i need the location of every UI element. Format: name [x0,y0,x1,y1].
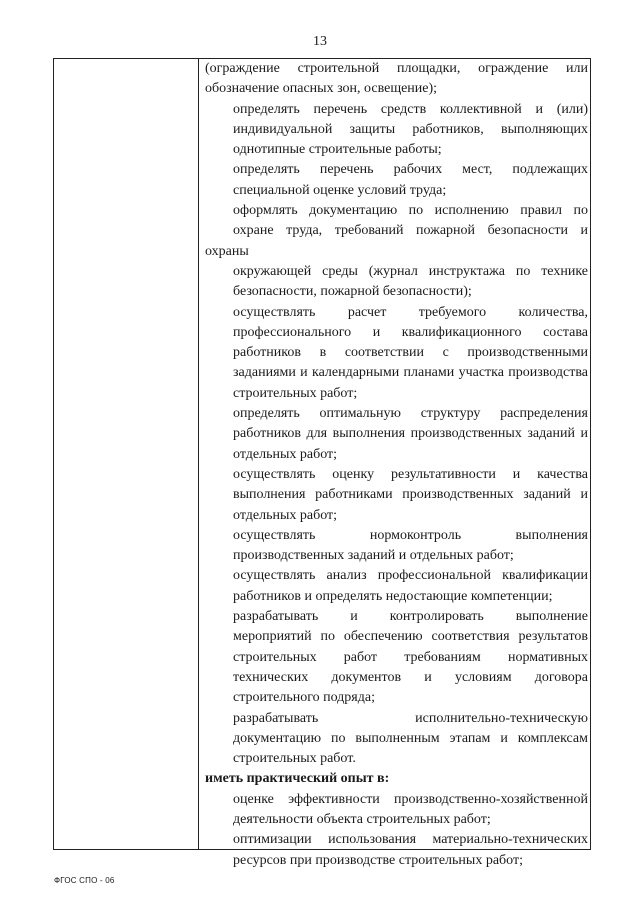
text-line: индивидуальной защиты работников, выполняющих [233,121,588,137]
text-line: определять оптимальную структуру распределения [233,406,588,422]
text-line: строительных работ. [233,751,356,767]
list-item [205,303,588,404]
text-line: иметь практический опыт в: [205,771,390,787]
text-line: осуществлять нормоконтроль выполнения [233,527,588,543]
text-line: оптимизации использования материально-технических [233,832,588,848]
column-divider [198,59,199,849]
text-line: выполнения работниками производственных заданий и [233,487,588,503]
text-line: мероприятий по обеспечению соответствия результатов [233,629,588,645]
list-item [205,160,588,201]
text-line: строительных работ требованиям нормативных [233,649,588,665]
list-item [205,830,588,871]
text-line: специальной оценке условий труда; [233,182,447,198]
text-line: окружающей среды (журнал инструктажа по технике [233,263,588,279]
text-line: (ограждение строительной площадки, ограждение или [205,61,588,76]
text-line: отдельных работ; [233,446,338,462]
text-line: разрабатывать исполнительно-техническую [233,710,588,726]
text-line: заданиями и календарными планами участка производства [233,365,588,381]
text-line: профессионального и квалификационного состава [233,324,588,340]
text-line: ресурсов при производстве строительных работ; [233,852,523,868]
content-table [53,58,591,868]
text-line: деятельности объекта строительных работ; [233,811,491,827]
list-item [205,100,588,161]
list-item [205,790,588,831]
text-line: строительного подряда; [233,690,375,706]
text-line: безопасности, пожарной безопасности); [233,284,472,300]
list-item [205,709,588,770]
text-line: технических документов и условиям договора [233,669,588,685]
table-right-column [205,59,588,871]
text-line: разрабатывать и контролировать выполнение [233,609,588,625]
text-line: работников в соответствии с производственными [233,345,588,361]
footer-code: ФГОС СПО - 06 [54,876,115,885]
text-line: охране труда, требований пожарной безопасности и охраны [205,223,588,259]
section-heading [205,769,588,789]
text-line: оценке эффективности производственно-хозяйственной [233,791,588,807]
text-line: однотипные строительные работы; [233,142,442,158]
list-item [205,465,588,526]
page-number: 13 [313,34,327,49]
text-line: строительных работ; [233,385,358,401]
text-line: оформлять документацию по исполнению правил по [233,203,588,219]
text-line: работников для выполнения производственных заданий и [233,426,588,442]
text-line: документацию по выполненным этапам и комплексам [233,730,588,746]
text-line: обозначение опасных зон, освещение); [205,81,438,97]
list-item [205,607,588,708]
text-line: осуществлять оценку результативности и качества [233,466,588,482]
text-line: осуществлять анализ профессиональной квалификации [233,568,588,584]
text-line: осуществлять расчет требуемого количества, [233,304,588,320]
text-line: производственных заданий и отдельных работ; [233,548,514,564]
text-line: отдельных работ; [233,507,338,523]
list-item [205,566,588,607]
list-item [205,59,588,100]
list-item [205,404,588,465]
list-item [205,526,588,567]
text-line: работников и определять недостающие компетенции; [233,588,553,604]
text-line: определять перечень рабочих мест, подлежащих [233,162,588,178]
text-line: определять перечень средств коллективной и (или) [233,101,588,117]
list-item [205,201,588,302]
